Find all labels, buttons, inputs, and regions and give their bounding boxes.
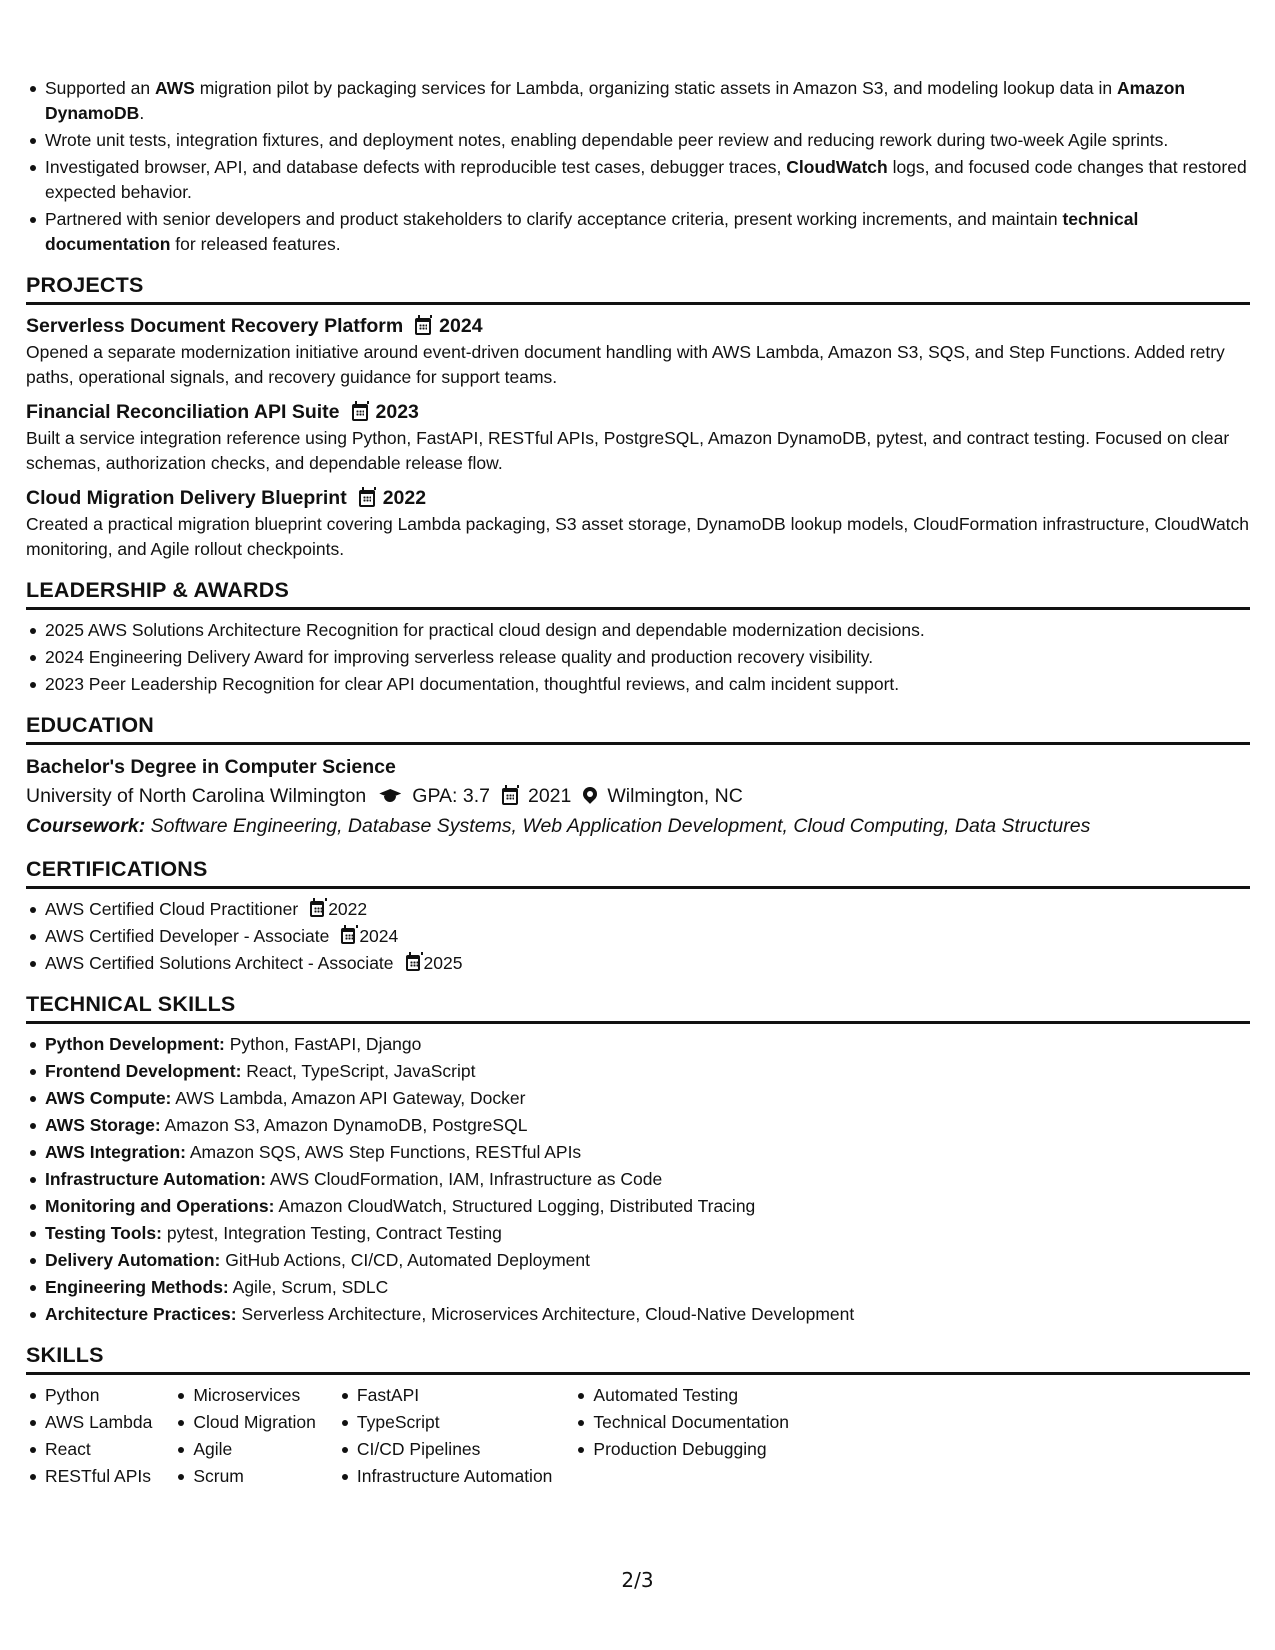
resume-page: [26, 76, 1250, 1491]
calendar-icon: [359, 490, 375, 507]
section-title-leadership: LEADERSHIP & AWARDS: [26, 578, 290, 602]
list-item: AWS Storage: Amazon S3, Amazon DynamoDB, PostgreSQL: [26, 1113, 1250, 1138]
skills-column: [26, 1383, 152, 1491]
location-pin-icon: [583, 787, 597, 805]
list-item: AWS Certified Solutions Architect - Associate 2025: [26, 951, 1250, 976]
graduation-cap-icon: [378, 788, 402, 804]
page-number: 2/3: [621, 1568, 654, 1592]
list-item: Engineering Methods: Agile, Scrum, SDLC: [26, 1275, 1250, 1300]
list-item: Frontend Development: React, TypeScript, JavaScript: [26, 1059, 1250, 1084]
certifications-list: [26, 897, 1250, 976]
skills-grid: [26, 1383, 1250, 1491]
skill-item: RESTful APIs: [26, 1464, 152, 1489]
skill-item: Technical Documentation: [574, 1410, 789, 1435]
leadership-header: [26, 576, 1250, 610]
projects-header: [26, 271, 1250, 305]
coursework: [26, 811, 1250, 841]
calendar-icon: [502, 788, 518, 805]
list-item: Infrastructure Automation: AWS CloudFormation, IAM, Infrastructure as Code: [26, 1167, 1250, 1192]
degree: Bachelor's Degree in Computer Science: [26, 756, 396, 778]
experience-bullets: [26, 76, 1250, 257]
education-header: [26, 711, 1250, 745]
project-name: Financial Reconciliation API Suite: [26, 401, 340, 423]
skills-column: [574, 1383, 789, 1491]
gpa: GPA: 3.7: [412, 785, 490, 807]
section-title-certifications: CERTIFICATIONS: [26, 857, 208, 881]
skill-item: AWS Lambda: [26, 1410, 152, 1435]
list-item: 2023 Peer Leadership Recognition for clear API documentation, thoughtful reviews, and calm incident support.: [26, 672, 1250, 697]
coursework-label: Coursework:: [26, 815, 146, 837]
skill-item: FastAPI: [338, 1383, 553, 1408]
project-item: [26, 485, 1250, 562]
list-item: AWS Integration: Amazon SQS, AWS Step Functions, RESTful APIs: [26, 1140, 1250, 1165]
skills-column: [338, 1383, 553, 1491]
skill-item: Production Debugging: [574, 1437, 789, 1462]
coursework-list: Software Engineering, Database Systems, Web Application Development, Cloud Computing, Data Structures: [145, 815, 1091, 837]
skill-item: Automated Testing: [574, 1383, 789, 1408]
project-item: [26, 313, 1250, 390]
skills-column: [174, 1383, 316, 1491]
skills-header: [26, 1341, 1250, 1375]
section-title-education: EDUCATION: [26, 713, 155, 737]
graduation-year: 2021: [527, 785, 572, 807]
list-item: AWS Certified Developer - Associate 2024: [26, 924, 1250, 949]
technical-skills-header: [26, 990, 1250, 1024]
certifications-header: [26, 855, 1250, 889]
project-name: Cloud Migration Delivery Blueprint: [26, 487, 347, 509]
calendar-icon: [415, 318, 431, 335]
list-item: 2024 Engineering Delivery Award for improving serverless release quality and production recovery visibility.: [26, 645, 1250, 670]
skill-item: Cloud Migration: [174, 1410, 316, 1435]
skill-item: Microservices: [174, 1383, 316, 1408]
list-item: Architecture Practices: Serverless Architecture, Microservices Architecture, Cloud-Native Development: [26, 1302, 1250, 1327]
project-year: 2024: [439, 315, 483, 337]
experience-bullet: Partnered with senior developers and product stakeholders to clarify acceptance criteria, present working increments, and maintain technical documentation for released features.: [26, 207, 1250, 257]
list-item: 2025 AWS Solutions Architecture Recognition for practical cloud design and dependable modernization decisions.: [26, 618, 1250, 643]
skill-item: Python: [26, 1383, 152, 1408]
skill-item: Scrum: [174, 1464, 316, 1489]
list-item: Python Development: Python, FastAPI, Django: [26, 1032, 1250, 1057]
skill-item: TypeScript: [338, 1410, 553, 1435]
list-item: Monitoring and Operations: Amazon CloudWatch, Structured Logging, Distributed Tracing: [26, 1194, 1250, 1219]
experience-bullet: Supported an AWS migration pilot by packaging services for Lambda, organizing static assets in Amazon S3, and modeling lookup data in Amazon DynamoDB.: [26, 76, 1250, 126]
list-item: Delivery Automation: GitHub Actions, CI/CD, Automated Deployment: [26, 1248, 1250, 1273]
project-year: 2023: [375, 401, 419, 423]
skill-item: CI/CD Pipelines: [338, 1437, 553, 1462]
section-title-projects: PROJECTS: [26, 273, 144, 297]
project-description: Opened a separate modernization initiative around event-driven document handling with AWS Lambda, Amazon S3, SQS, and Step Functions. Added retry paths, operational signals, and recovery guidance for support teams.: [26, 342, 1225, 387]
leadership-list: [26, 618, 1250, 697]
section-title-skills: SKILLS: [26, 1343, 104, 1367]
school-name: University of North Carolina Wilmington: [26, 785, 367, 807]
project-name: Serverless Document Recovery Platform: [26, 315, 404, 337]
calendar-icon: [352, 404, 368, 421]
project-item: [26, 399, 1250, 476]
calendar-icon: [406, 955, 420, 971]
experience-bullet: Investigated browser, API, and database defects with reproducible test cases, debugger traces, CloudWatch logs, and focused code changes that restored expected behavior.: [26, 155, 1250, 205]
project-year: 2022: [382, 487, 427, 509]
project-description: Built a service integration reference using Python, FastAPI, RESTful APIs, PostgreSQL, Amazon DynamoDB, pytest, and contract testing. Focused on clear schemas, authorization checks, and dependable release flow.: [26, 428, 1230, 473]
section-title-technical-skills: TECHNICAL SKILLS: [26, 992, 236, 1016]
calendar-icon: [341, 928, 355, 944]
skill-item: Infrastructure Automation: [338, 1464, 553, 1489]
list-item: Testing Tools: pytest, Integration Testing, Contract Testing: [26, 1221, 1250, 1246]
project-description: Created a practical migration blueprint covering Lambda packaging, S3 asset storage, DynamoDB lookup models, CloudFormation infrastructure, CloudWatch monitoring, and Agile rollout checkpoints.: [26, 514, 1250, 559]
experience-bullet: Wrote unit tests, integration fixtures, and deployment notes, enabling dependable peer review and reducing rework during two-week Agile sprints.: [26, 128, 1250, 153]
skill-item: Agile: [174, 1437, 316, 1462]
education-details: [26, 781, 1250, 811]
list-item: AWS Compute: AWS Lambda, Amazon API Gateway, Docker: [26, 1086, 1250, 1111]
calendar-icon: [310, 901, 324, 917]
list-item: AWS Certified Cloud Practitioner 2022: [26, 897, 1250, 922]
skill-item: React: [26, 1437, 152, 1462]
technical-skills-list: [26, 1032, 1250, 1327]
location: Wilmington, NC: [607, 785, 743, 807]
